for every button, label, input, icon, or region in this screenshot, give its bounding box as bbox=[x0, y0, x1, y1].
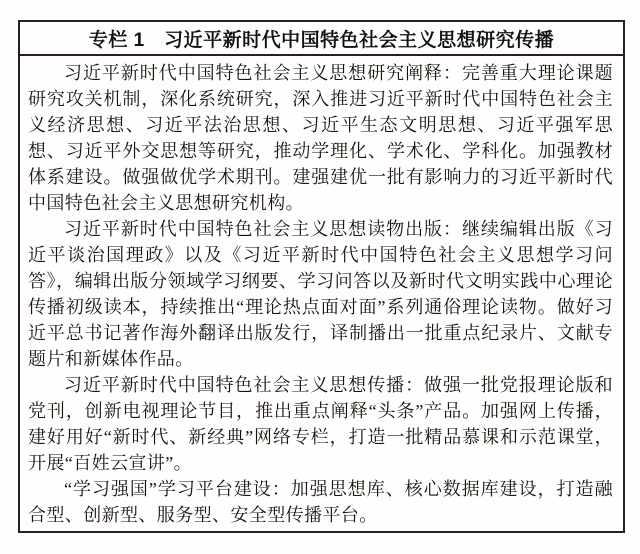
column-title: 专栏 1 习近平新时代中国特色社会主义思想研究传播 bbox=[20, 22, 623, 56]
special-column-box bbox=[18, 20, 625, 533]
column-paragraph-xuexi-qiangguo: “学习强国”学习平台建设：加强思想库、核心数据库建设，打造融合型、创新型、服务型、安全型传播平台。 bbox=[28, 479, 613, 525]
column-paragraph-dissemination: 习近平新时代中国特色社会主义思想传播：做强一批党报理论版和党刊，创新电视理论节目，推出重点阐释“头条”产品。加强网上传播，建好用好“新时代、新经典”网络专栏，打造一批精品慕课和示范课堂，开展“百姓云宣讲”。 bbox=[28, 375, 613, 473]
column-body bbox=[20, 56, 623, 528]
column-paragraph-publication: 习近平新时代中国特色社会主义思想读物出版：继续编辑出版《习近平谈治国理政》以及《习近平新时代中国特色社会主义思想学习问答》，编辑出版分领域学习纲要、学习问答以及新时代文明实践中心理论传播初级读本，持续推出“理论热点面对面”系列通俗理论读物。做好习近平总书记著作海外翻译出版发行，译制播出一批重点纪录片、文献专题片和新媒体作品。 bbox=[28, 219, 613, 369]
column-paragraph-research: 习近平新时代中国特色社会主义思想研究阐释：完善重大理论课题研究攻关机制，深化系统研究，深入推进习近平新时代中国特色社会主义经济思想、习近平法治思想、习近平生态文明思想、习近平强军思想、习近平外交思想等研究，推动学理化、学术化、学科化。加强教材体系建设。做强做优学术期刊。建强建优一批有影响力的习近平新时代中国特色社会主义思想研究机构。 bbox=[28, 63, 613, 213]
